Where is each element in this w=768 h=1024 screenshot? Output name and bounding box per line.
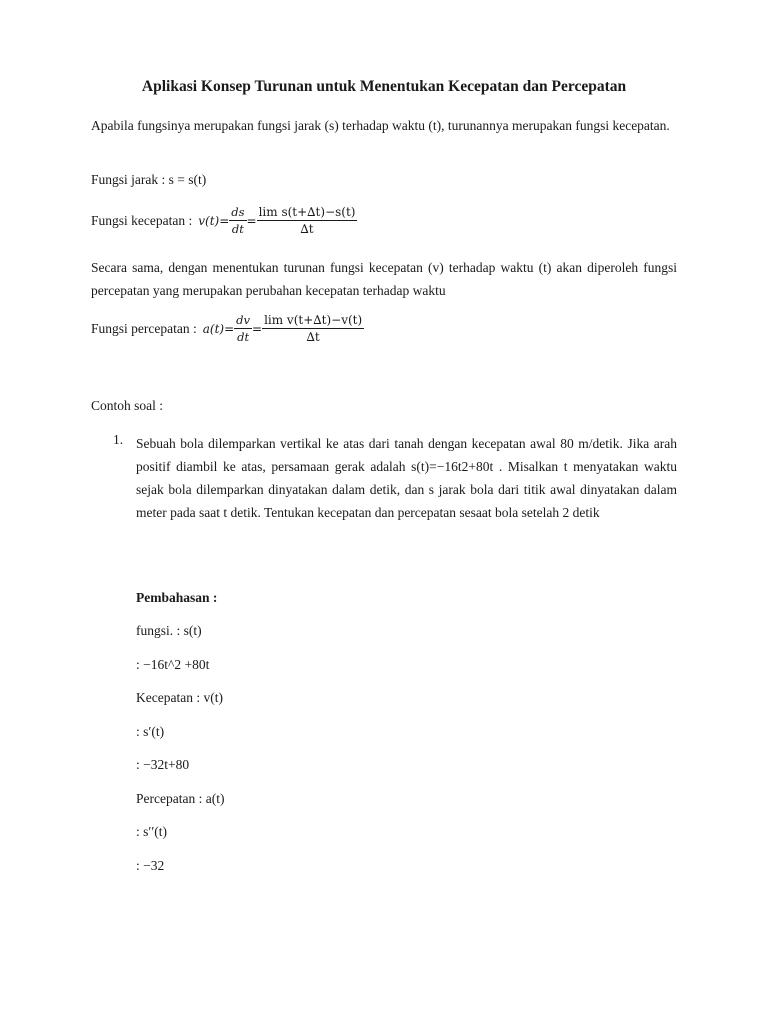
solution-line: : s′(t) [136,724,165,739]
problem-number: 1. [113,432,124,447]
dv-dt-fraction [234,313,252,344]
contoh-soal-heading: Contoh soal : [91,398,164,413]
velocity-limit-fraction [257,205,358,236]
acceleration-lhs: a(t)= [202,321,235,336]
fungsi-kecepatan-label: Fungsi kecepatan : [91,212,193,228]
fungsi-jarak: Fungsi jarak : s = s(t) [91,172,207,187]
solution-line: : s′′(t) [136,824,168,839]
solution-line: : −16t^2 +80t [136,657,210,672]
equals-sign: = [246,213,257,228]
ds-numerator: ds [231,205,245,219]
acceleration-limit-denominator: ∆t [306,330,320,344]
dt-denominator: dt [231,222,244,236]
problem-text: Sebuah bola dilemparkan vertikal ke atas dari tanah dengan kecepatan awal 80 m/detik. Jika arah positif diambil ke atas, persamaan gerak adalah s(t)=−16t2+80t . Misalkan t menyatakan waktu sejak bola dilemparkan dinyatakan dalam detik, dan s jarak bola dari titik awal dinyatakan dalam meter pada saat t detik. Tentukan kecepatan dan percepatan sesaat bola setelah 2 detik [136,436,677,520]
velocity-limit-numerator: lim s(t+∆t)−s(t) [258,205,356,219]
page-title: Aplikasi Konsep Turunan untuk Menentukan Kecepatan dan Percepatan [141,78,627,95]
dt-denominator-2: dt [237,330,250,344]
velocity-limit-denominator: ∆t [300,222,314,236]
fungsi-percepatan-label: Fungsi percepatan : [91,320,197,336]
fungsi-percepatan-equation [91,313,364,344]
intro-paragraph: Apabila fungsinya merupakan fungsi jarak (s) terhadap waktu (t), turunannya merupakan fungsi kecepatan. [91,118,670,133]
solution-line: Kecepatan : v(t) [136,690,223,705]
solution-line: fungsi. : s(t) [136,623,202,638]
velocity-lhs: v(t)= [198,213,230,228]
solution-line: Percepatan : a(t) [136,791,225,806]
ds-dt-fraction [229,205,246,236]
dv-numerator: dv [236,313,250,327]
fungsi-kecepatan-equation [91,205,357,236]
solution-line: : −32t+80 [136,757,190,772]
solution-line: : −32 [136,858,165,873]
pembahasan-heading: Pembahasan : [136,590,218,605]
acceleration-limit-numerator: lim v(t+∆t)−v(t) [264,313,363,327]
equals-sign-2: = [252,321,263,336]
acceleration-limit-fraction [262,313,364,344]
second-paragraph: Secara sama, dengan menentukan turunan fungsi kecepatan (v) terhadap waktu (t) akan diperoleh fungsi percepatan yang merupakan perubahan kecepatan terhadap waktu [91,260,677,298]
